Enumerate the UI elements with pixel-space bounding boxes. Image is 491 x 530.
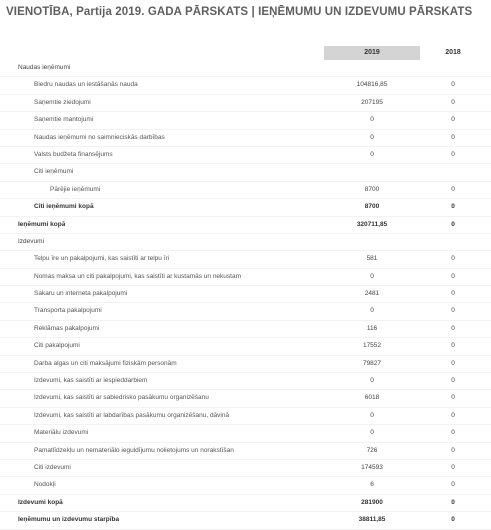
value-2019: 104816,85 [356, 81, 388, 89]
value-2018: 0 [451, 498, 455, 506]
value-2018: 0 [451, 377, 455, 385]
value-2019: 0 [370, 411, 374, 419]
row-label: Citi pakalpojumi [34, 342, 80, 350]
row-label: Izdevumi, kas saistīti ar labdarības pasākumu organizēšanu, dāvinā [34, 411, 230, 419]
table-row [0, 356, 491, 373]
value-2019: 581 [366, 255, 378, 263]
row-label: Saņemtie ziedojumi [34, 98, 91, 106]
row-label: Nomas maksa un citi pakalpojumi, kas saistīti ar kustamās un nekustam [34, 272, 242, 280]
value-2018: 0 [451, 133, 455, 141]
table-row [0, 60, 491, 77]
value-2019: 79827 [362, 359, 382, 367]
value-2018: 0 [451, 81, 455, 89]
value-2018: 0 [451, 394, 455, 402]
value-2018: 0 [451, 307, 455, 315]
row-label: Transporta pakalpojumi [34, 307, 102, 315]
row-label: Sakaru un interneta pakalpojumi [34, 290, 128, 298]
row-label: Izdevumi, kas saistīti ar iespieddarbiem [34, 377, 148, 385]
row-label: Naudas ieņēmumi no saimnieciskās darbības [34, 133, 165, 141]
table-row [0, 147, 491, 164]
value-2019: 116 [366, 324, 378, 332]
value-2018: 0 [451, 185, 455, 193]
value-2019: 726 [366, 446, 378, 454]
row-label: Naudas ieņēmumi [18, 64, 71, 71]
table-row [0, 182, 491, 199]
row-label: Pamatlīdzekļu un nemateriālo ieguldījumu nolietojums un norakstīšan [34, 446, 234, 454]
value-2019: 6 [370, 481, 374, 489]
value-2018: 0 [451, 411, 455, 419]
value-2019: 0 [370, 429, 374, 437]
value-2018: 0 [451, 203, 455, 211]
table-row [0, 408, 491, 425]
column-header-2019: 2019 [324, 46, 420, 60]
value-2019: 8700 [364, 203, 380, 211]
row-label: Materiālu izdevumi [34, 429, 89, 437]
table-row [0, 460, 491, 477]
table-row [0, 425, 491, 442]
value-2018: 0 [451, 446, 455, 454]
row-label: Reklāmas pakalpojumi [34, 324, 100, 332]
value-2019: 6018 [364, 394, 380, 402]
value-2019: 281900 [361, 498, 383, 506]
value-2019: 207195 [361, 98, 383, 106]
table-row [0, 77, 491, 94]
value-2018: 0 [451, 255, 455, 263]
value-2019: 0 [370, 133, 374, 141]
page-title: VIENOTĪBA, Partija 2019. GADA PĀRSKATS | IEŅĒMUMU UN IZDEVUMU PĀRSKATS [6, 6, 473, 18]
value-2018: 0 [451, 116, 455, 124]
table-row [0, 251, 491, 268]
table-row [0, 512, 491, 529]
row-label: Darba algas un citi maksājumi fiziskām personām [34, 359, 177, 367]
table-row [0, 130, 491, 147]
value-2019: 38811,85 [358, 516, 386, 524]
row-label: Citi izdevumi [34, 463, 71, 471]
value-2018: 0 [451, 463, 455, 471]
value-2018: 0 [451, 359, 455, 367]
row-label: Izdevumi, kas saistīti ar sabiedrisko pasākumu organizēšanu [34, 394, 209, 402]
row-label: Ieņēmumu un izdevumu starpība [18, 516, 120, 524]
value-2018: 0 [451, 429, 455, 437]
report-table [0, 60, 491, 530]
value-2018: 0 [451, 98, 455, 106]
value-2019: 0 [370, 272, 374, 280]
table-row [0, 112, 491, 129]
table-row [0, 321, 491, 338]
table-row [0, 303, 491, 320]
value-2018: 0 [451, 481, 455, 489]
value-2018: 0 [451, 516, 455, 524]
table-row [0, 338, 491, 355]
value-2019: 17552 [362, 342, 382, 350]
value-2018: 0 [451, 272, 455, 280]
value-2019: 8700 [364, 185, 380, 193]
table-row [0, 234, 491, 251]
value-2018: 0 [451, 150, 455, 158]
row-label: Citi ieņēmumi [34, 168, 74, 176]
row-label: Telpu īre un pakalpojumi, kas saistīti ar telpu īri [34, 255, 170, 263]
table-row [0, 390, 491, 407]
value-2019: 2481 [364, 290, 380, 298]
table-row [0, 373, 491, 390]
value-2019: 174593 [361, 463, 383, 471]
row-label: Biedru naudas un iestāšanās nauda [34, 81, 138, 89]
value-2019: 320711,85 [356, 220, 388, 228]
row-label: Nodokļi [34, 481, 56, 489]
row-label: Izdevumi kopā [18, 498, 63, 506]
row-label: Izdevumi [18, 237, 45, 245]
row-label: Saņemtie mantojumi [34, 116, 94, 124]
column-header-2018: 2018 [445, 49, 461, 56]
row-label: Valsts budžeta finansējums [34, 150, 113, 158]
table-row [0, 199, 491, 216]
row-label: Citi ieņēmumi kopā [34, 203, 94, 211]
value-2018: 0 [451, 324, 455, 332]
row-label: Ieņēmumi kopā [18, 220, 66, 228]
table-row [0, 217, 491, 234]
column-header [324, 46, 486, 60]
value-2019: 0 [370, 377, 374, 385]
row-label: Pārējie ieņēmumi [50, 185, 101, 193]
table-row [0, 495, 491, 512]
table-row [0, 164, 491, 181]
value-2019: 0 [370, 307, 374, 315]
table-row [0, 477, 491, 494]
value-2018: 0 [451, 290, 455, 298]
table-row [0, 286, 491, 303]
value-2018: 0 [451, 220, 455, 228]
table-row [0, 269, 491, 286]
table-row [0, 95, 491, 112]
value-2018: 0 [451, 342, 455, 350]
value-2019: 0 [370, 150, 374, 158]
table-row [0, 443, 491, 460]
value-2019: 0 [370, 116, 374, 124]
